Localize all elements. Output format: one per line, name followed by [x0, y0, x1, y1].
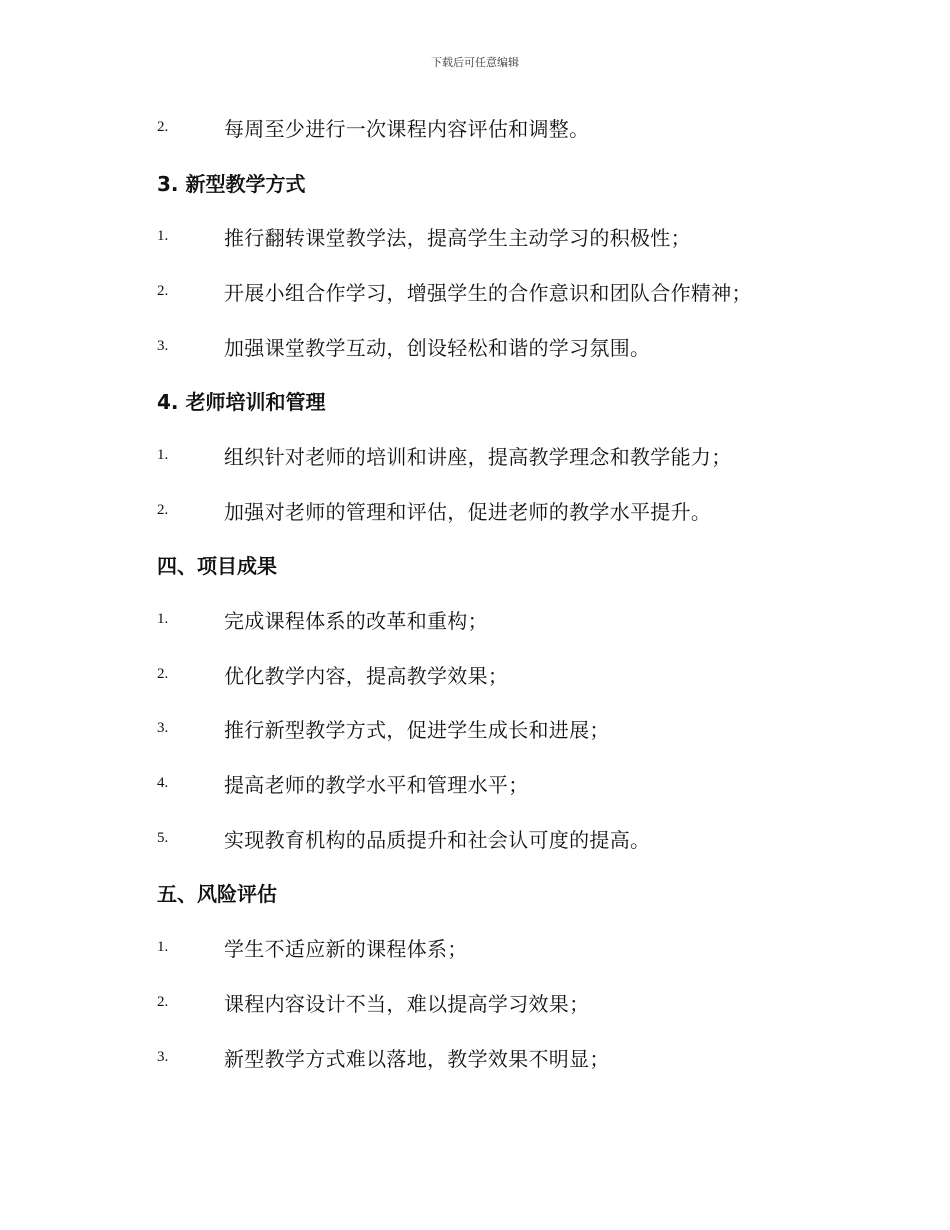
list-item: [157, 647, 837, 702]
list-item: [157, 975, 837, 1030]
list-item: [157, 920, 837, 975]
list-item-number: 4.: [157, 775, 169, 792]
list-item: [157, 100, 837, 155]
list-item: [157, 592, 837, 647]
list-item-text: 每周至少进行一次课程内容评估和调整。: [224, 116, 590, 141]
document-body: [157, 100, 837, 1084]
list-item: [157, 811, 837, 866]
page-header: 下载后可任意编辑: [431, 56, 519, 69]
section-heading: 四、项目成果: [157, 554, 277, 579]
list-item-number: 2.: [157, 665, 169, 682]
list-item-text: 组织针对老师的培训和讲座，提高教学理念和教学能力；: [224, 444, 732, 469]
list-item: [157, 702, 837, 757]
list-item-number: 2.: [157, 501, 169, 518]
list-item: [157, 319, 837, 374]
list-item-text: 完成课程体系的改革和重构；: [224, 609, 488, 634]
list-item: [157, 264, 837, 319]
list-item-text: 课程内容设计不当，难以提高学习效果；: [224, 991, 590, 1016]
list-item-number: 3.: [157, 1048, 169, 1065]
list-item-number: 1.: [157, 939, 169, 956]
list-item: [157, 1030, 837, 1085]
section-heading: 五、风险评估: [157, 882, 277, 907]
list-item-number: 1.: [157, 611, 169, 628]
list-item: [157, 428, 837, 483]
list-item-text: 提高老师的教学水平和管理水平；: [224, 773, 529, 798]
list-item: [157, 483, 837, 538]
list-item-number: 2.: [157, 993, 169, 1010]
list-item-number: 1.: [157, 446, 169, 463]
list-item-text: 学生不适应新的课程体系；: [224, 937, 468, 962]
list-item-text: 新型教学方式难以落地，教学效果不明显；: [224, 1046, 610, 1071]
list-item-number: 2.: [157, 282, 169, 299]
list-item-text: 加强对老师的管理和评估，促进老师的教学水平提升。: [224, 499, 712, 524]
list-item-text: 开展小组合作学习，增强学生的合作意识和团队合作精神；: [224, 280, 752, 305]
list-item-number: 2.: [157, 118, 169, 135]
list-item-number: 5.: [157, 829, 169, 846]
list-item: [157, 209, 837, 264]
list-item-text: 推行新型教学方式，促进学生成长和进展；: [224, 718, 610, 743]
list-item-number: 1.: [157, 228, 169, 245]
section-heading: 4. 老师培训和管理: [157, 390, 326, 415]
list-item-text: 优化教学内容，提高教学效果；: [224, 663, 509, 688]
list-item-number: 3.: [157, 720, 169, 737]
list-item-text: 加强课堂教学互动，创设轻松和谐的学习氛围。: [224, 335, 651, 360]
list-item-number: 3.: [157, 337, 169, 354]
list-item-text: 推行翻转课堂教学法，提高学生主动学习的积极性；: [224, 226, 691, 251]
list-item-text: 实现教育机构的品质提升和社会认可度的提高。: [224, 827, 651, 852]
section-heading: 3. 新型教学方式: [157, 171, 306, 196]
list-item: [157, 756, 837, 811]
